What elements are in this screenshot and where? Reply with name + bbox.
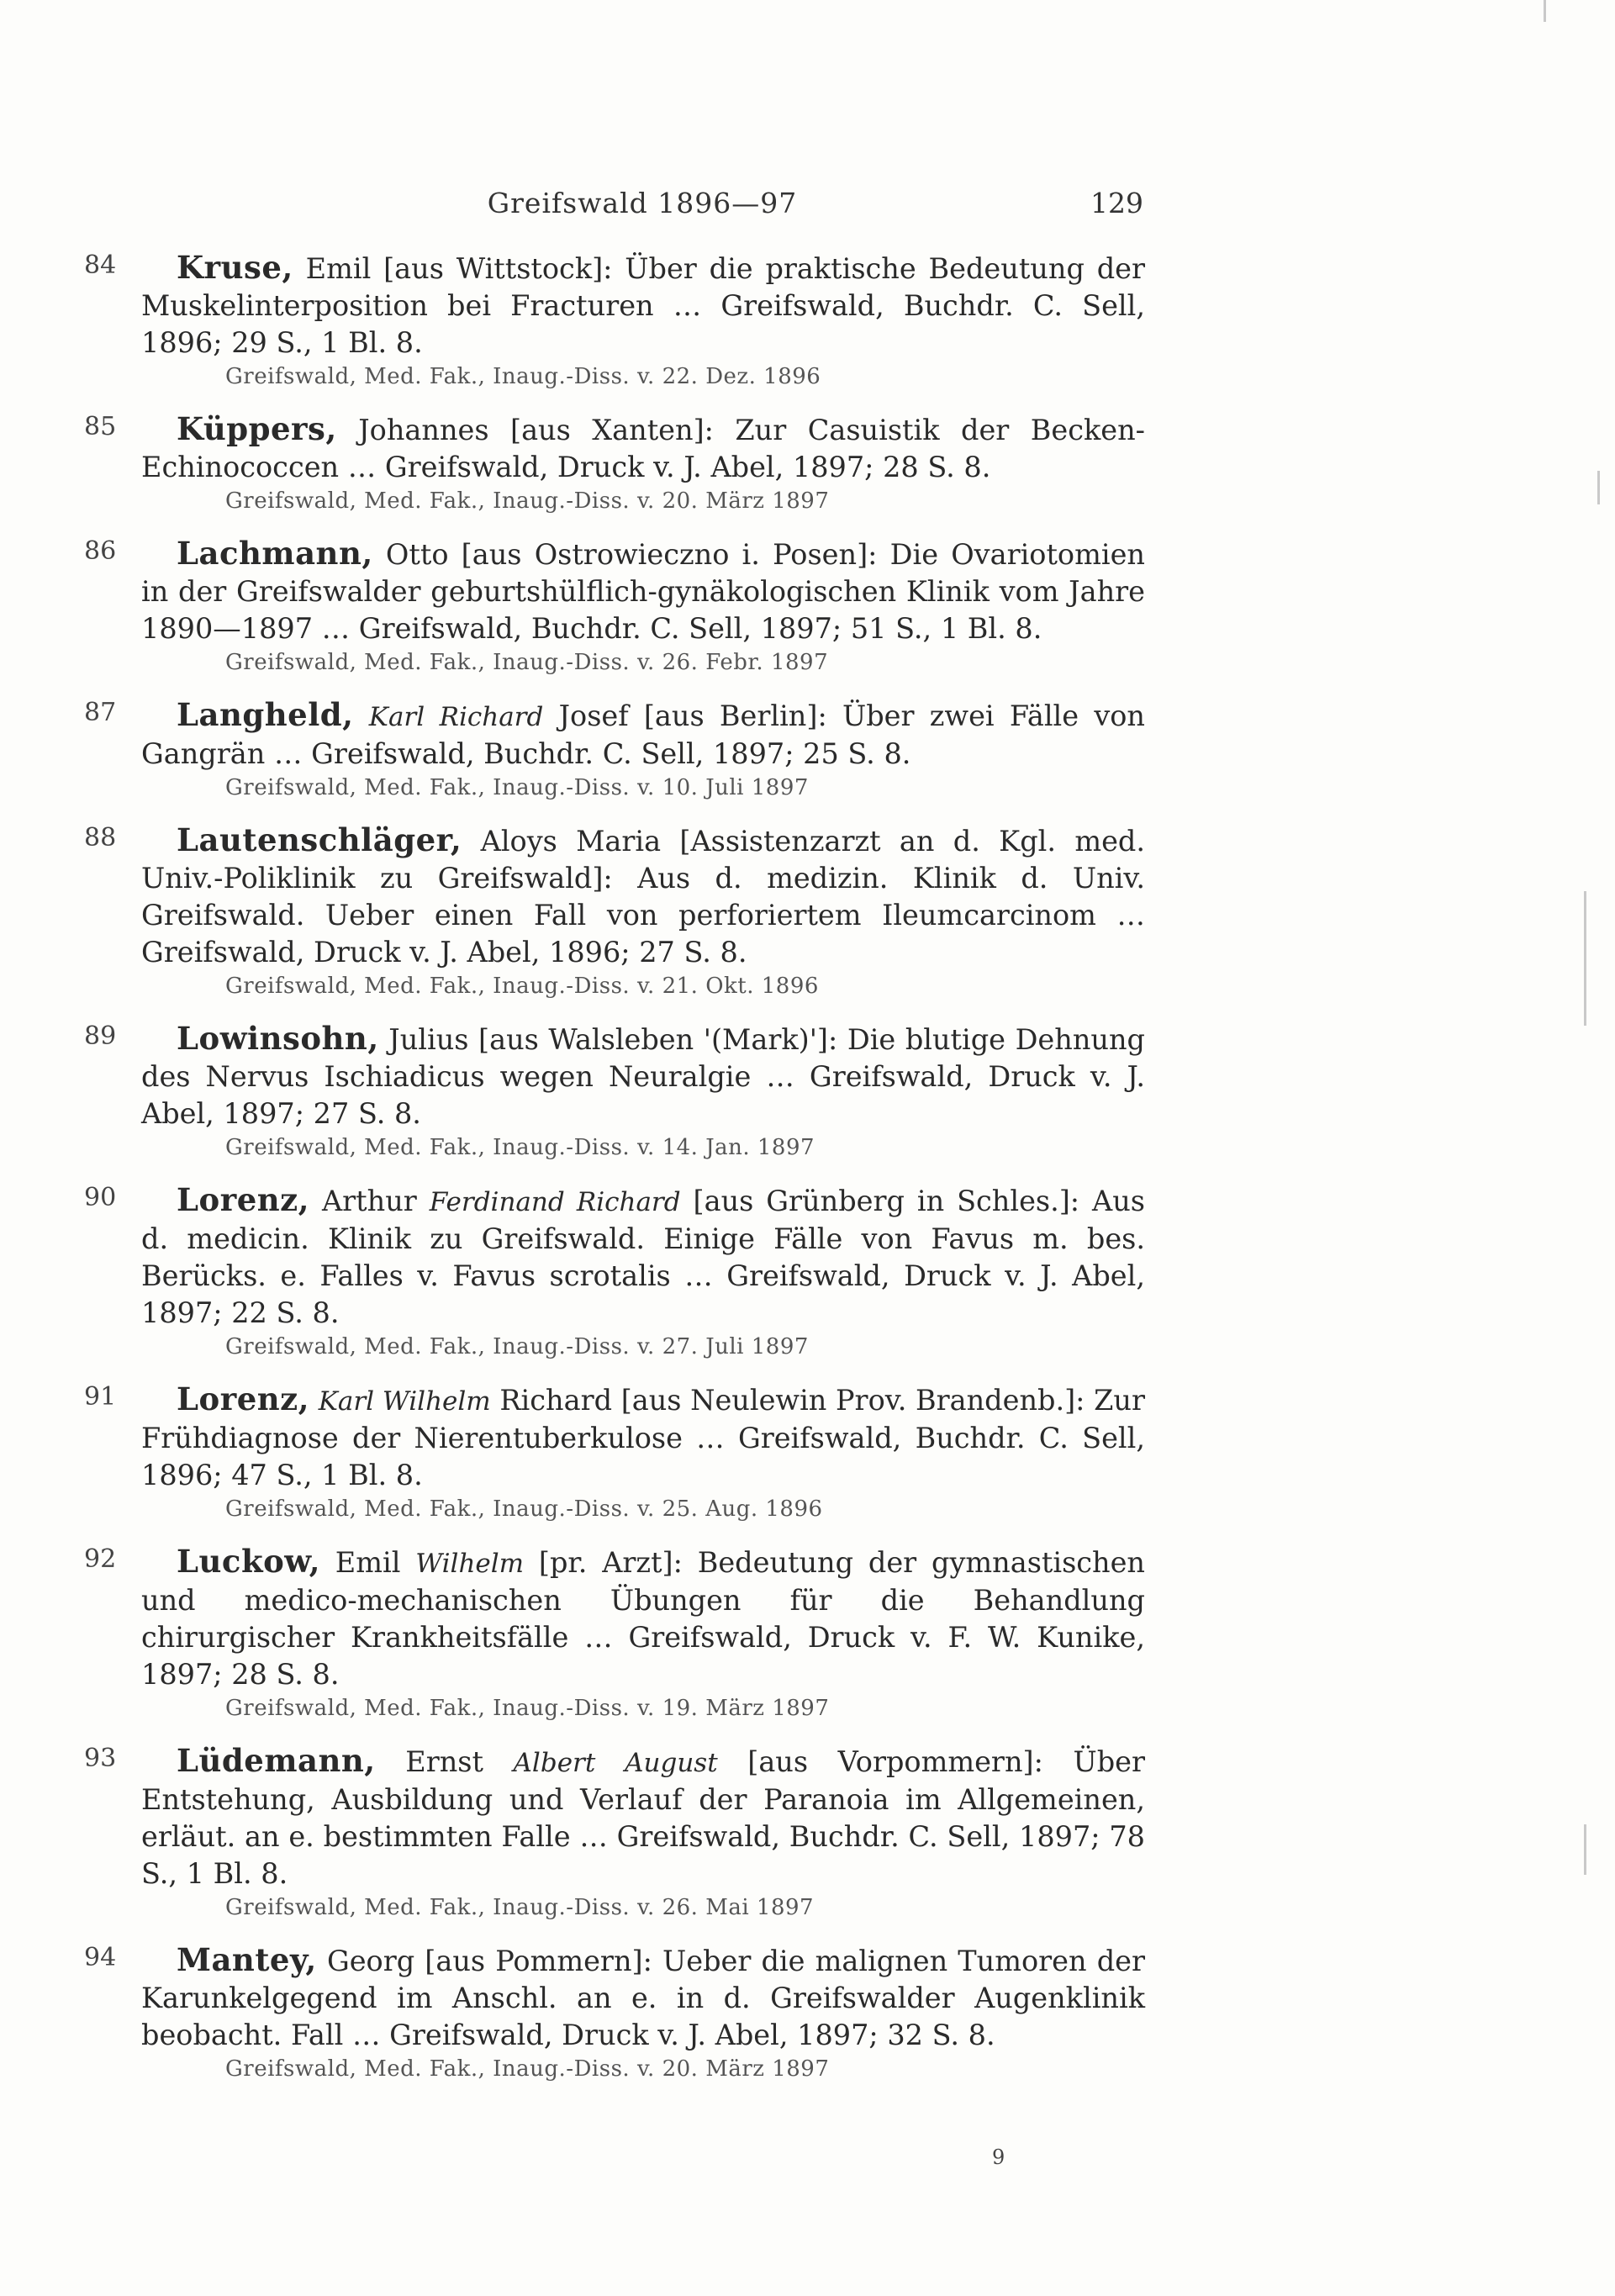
entry-text xyxy=(141,696,1145,773)
author-surname: Lowinsohn, xyxy=(177,1020,379,1057)
author-surname: Luckow, xyxy=(177,1543,320,1580)
dissertation-note: Greifswald, Med. Fak., Inaug.-Diss. v. 19. März 1897 xyxy=(225,1696,830,1721)
entry-number: 91 xyxy=(84,1382,117,1412)
entry-number: 89 xyxy=(84,1021,117,1051)
page-number: 129 xyxy=(1090,187,1143,219)
entry-text xyxy=(141,410,1145,486)
author-surname: Lüdemann, xyxy=(177,1742,376,1779)
bibliography-entry xyxy=(84,535,1145,678)
bibliography-entry xyxy=(84,696,1145,803)
entry-detail: Georg [aus Pommern]: Ueber die malignen Tumoren der Karunkelgegend im Anschl. an e. in d. Greifswalder Augenklinik beobacht. Fall … Greifswald, Druck v. J. Abel, 1897; 32 S. 8. xyxy=(141,1945,1145,2051)
entry-detail xyxy=(309,1384,319,1417)
entry-detail: Johannes [aus Xanten]: Zur Casuistik der Becken-Echinococcen … Greifswald, Druck v. J. Abel, 1897; 28 S. 8. xyxy=(141,414,1145,483)
bibliography-entry xyxy=(84,1380,1145,1524)
entry-text xyxy=(141,535,1145,647)
scan-edge-mark xyxy=(1544,0,1546,22)
entry-number: 92 xyxy=(84,1544,117,1574)
author-surname: Lorenz, xyxy=(177,1181,310,1218)
author-surname: Lautenschläger, xyxy=(177,821,462,858)
entry-detail xyxy=(354,699,369,732)
entry-text xyxy=(141,821,1145,971)
dissertation-note: Greifswald, Med. Fak., Inaug.-Diss. v. 25. Aug. 1896 xyxy=(225,1496,823,1522)
entry-number: 85 xyxy=(84,412,117,441)
entry-detail: Arthur xyxy=(309,1185,430,1217)
entry-number: 86 xyxy=(84,536,117,566)
dissertation-note: Greifswald, Med. Fak., Inaug.-Diss. v. 21. Okt. 1896 xyxy=(225,974,819,999)
entry-number: 94 xyxy=(84,1943,117,1972)
bibliography-entry xyxy=(84,1020,1145,1163)
dissertation-note: Greifswald, Med. Fak., Inaug.-Diss. v. 20. März 1897 xyxy=(225,2056,830,2082)
dissertation-note: Greifswald, Med. Fak., Inaug.-Diss. v. 22. Dez. 1896 xyxy=(225,364,821,389)
scan-edge-mark xyxy=(1584,891,1586,1026)
italic-given-names: Karl Wilhelm xyxy=(318,1386,491,1417)
author-surname: Lorenz, xyxy=(177,1380,310,1417)
entry-detail: Richard [aus Neulewin Prov. Brandenb.]: Zur Frühdiagnose der Nierentuberkulose … Greifswald, Buchdr. C. Sell, 1896; 47 S., 1 Bl. 8. xyxy=(141,1384,1145,1491)
italic-given-names: Albert August xyxy=(513,1748,718,1778)
entry-detail: Emil xyxy=(319,1546,416,1579)
entry-text xyxy=(141,1380,1145,1494)
entry-text xyxy=(141,249,1145,362)
italic-given-names: Karl Richard xyxy=(368,702,544,732)
bibliography-entry xyxy=(84,821,1145,1001)
entry-text xyxy=(141,1941,1145,2054)
author-surname: Küppers, xyxy=(177,410,337,447)
entry-number: 90 xyxy=(84,1183,117,1212)
bibliography-entry xyxy=(84,410,1145,516)
entry-text xyxy=(141,1020,1145,1132)
entry-text xyxy=(141,1181,1145,1332)
entry-detail: [pr. Arzt]: Bedeutung der gymnastischen und medico-mechanischen Übungen für die Behandlung chirurgischer Krankheitsfälle … Greifswald, Druck v. F. W. Kunike, 1897; 28 S. 8. xyxy=(141,1546,1145,1691)
author-surname: Kruse, xyxy=(177,249,293,286)
dissertation-note: Greifswald, Med. Fak., Inaug.-Diss. v. 10. Juli 1897 xyxy=(225,775,809,800)
author-surname: Mantey, xyxy=(177,1941,317,1978)
entry-number: 93 xyxy=(84,1744,117,1773)
entry-number: 84 xyxy=(84,251,117,280)
dissertation-note: Greifswald, Med. Fak., Inaug.-Diss. v. 26. Mai 1897 xyxy=(225,1895,815,1920)
entry-detail: Ernst xyxy=(375,1745,514,1778)
bibliography-entry xyxy=(84,1543,1145,1723)
entry-detail: Josef [aus Berlin]: Über zwei Fälle von Gangrän … Greifswald, Buchdr. C. Sell, 1897; 25 S. 8. xyxy=(141,699,1145,770)
page-header xyxy=(141,187,1143,229)
entry-detail: Julius [aus Walsleben '(Mark)']: Die blutige Dehnung des Nervus Ischiadicus wegen Neuralgie … Greifswald, Druck v. J. Abel, 1897; 27 S. 8. xyxy=(141,1023,1145,1130)
entry-text xyxy=(141,1543,1145,1693)
entry-number: 87 xyxy=(84,698,117,727)
bibliography-entry xyxy=(84,1742,1145,1923)
entry-detail: Otto [aus Ostrowieczno i. Posen]: Die Ovariotomien in der Greifswalder geburtshülflich-gynäkologischen Klinik vom Jahre 1890—1897 … Greifswald, Buchdr. C. Sell, 1897; 51 S., 1 Bl. 8. xyxy=(141,538,1145,645)
dissertation-note: Greifswald, Med. Fak., Inaug.-Diss. v. 20. März 1897 xyxy=(225,488,830,514)
author-surname: Lachmann, xyxy=(177,535,373,572)
entry-text xyxy=(141,1742,1145,1892)
bibliography-entry xyxy=(84,1181,1145,1362)
entry-number: 88 xyxy=(84,823,117,852)
entry-detail: [aus Vorpommern]: Über Entstehung, Ausbildung und Verlauf der Paranoia im Allgemeinen, erläut. an e. bestimmten Falle … Greifswald, Buchdr. C. Sell, 1897; 78 S., 1 Bl. 8. xyxy=(141,1745,1145,1890)
author-surname: Langheld, xyxy=(177,696,354,733)
dissertation-note: Greifswald, Med. Fak., Inaug.-Diss. v. 27. Juli 1897 xyxy=(225,1334,809,1359)
entry-detail: [aus Grünberg in Schles.]: Aus d. medicin. Klinik zu Greifswald. Einige Fälle von Favus m. bes. Berücks. e. Falles v. Favus scrotalis … Greifswald, Druck v. J. Abel, 1897; 22 S. 8. xyxy=(141,1185,1145,1329)
dissertation-note: Greifswald, Med. Fak., Inaug.-Diss. v. 26. Febr. 1897 xyxy=(225,650,829,675)
bibliography-entry xyxy=(84,1941,1145,2084)
entry-detail: Aloys Maria [Assistenzarzt an d. Kgl. med. Univ.-Poliklinik zu Greifswald]: Aus d. medizin. Klinik d. Univ. Greifswald. Ueber einen Fall von perforiertem Ileumcarcinom … Greifswald, Druck v. J. Abel, 1896; 27 S. 8. xyxy=(141,825,1145,969)
bibliography-list xyxy=(84,249,1145,2103)
signature-mark: 9 xyxy=(992,2146,1005,2169)
scan-edge-mark xyxy=(1584,1824,1586,1875)
dissertation-note: Greifswald, Med. Fak., Inaug.-Diss. v. 14. Jan. 1897 xyxy=(225,1135,815,1160)
entry-detail: Emil [aus Wittstock]: Über die praktische Bedeutung der Muskelinterposition bei Fracturen … Greifswald, Buchdr. C. Sell, 1896; 29 S., 1 Bl. 8. xyxy=(141,252,1145,359)
scan-edge-mark xyxy=(1597,471,1600,504)
bibliography-entry xyxy=(84,249,1145,392)
running-title: Greifswald 1896—97 xyxy=(487,187,798,219)
italic-given-names: Ferdinand Richard xyxy=(429,1187,681,1217)
italic-given-names: Wilhelm xyxy=(415,1549,525,1579)
